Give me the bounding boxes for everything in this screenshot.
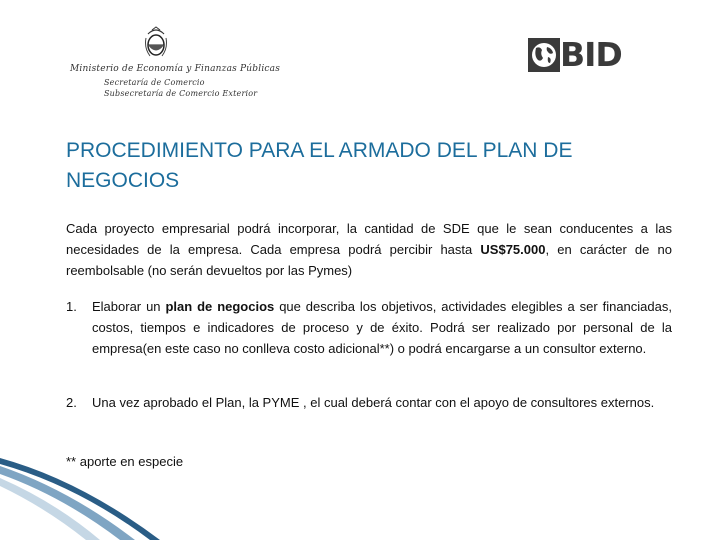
- list-text-post: que describa los objetivos, actividades elegibles a ser financiadas, costos, tiempos e indicadores de proceso y de éxito. Podrá ser realizado por personal de la empresa(en este caso no conlleva costo adicional**) o podrá encargarse a un consultor externo.: [92, 299, 672, 356]
- subsecretariat-name: Subsecretaría de Comercio Exterior: [104, 89, 258, 98]
- amount-highlight: US$75.000: [480, 242, 546, 257]
- intro-text-end: , en carácter de no reembolsable (no serán devueltos por las Pymes): [66, 242, 672, 278]
- bid-logo: [528, 35, 626, 74]
- list-item-text: Una vez aprobado el Plan, la PYME , el cual deberá contar con el apoyo de consultores externos.: [92, 395, 655, 410]
- ministry-name: Ministerio de Economía y Finanzas Públicas: [70, 64, 281, 74]
- ministry-logo: [64, 26, 281, 104]
- secretariat-name: Secretaría de Comercio: [104, 78, 205, 87]
- page-title: PROCEDIMIENTO PARA EL ARMADO DEL PLAN DE NEGOCIOS: [66, 139, 573, 192]
- list-number: 2.: [66, 395, 77, 410]
- footnote: ** aporte en especie: [66, 454, 184, 469]
- list-text-bold: plan de negocios: [165, 299, 275, 314]
- list-item-text: [92, 296, 672, 359]
- globe-icon: [528, 38, 560, 72]
- intro-paragraph: [66, 218, 672, 281]
- list-number: 1.: [66, 299, 77, 314]
- intro-text: Cada proyecto empresarial podrá incorporar, la cantidad de SDE que le sean conducentes a las necesidades de la empresa. Cada empresa podrá percibir hasta: [66, 221, 672, 257]
- decorative-swoosh: [0, 450, 300, 540]
- list-item: [66, 296, 672, 359]
- list-item: [66, 392, 672, 413]
- bid-logo-text: BID: [560, 35, 622, 74]
- list-text-pre: Elaborar un: [92, 299, 166, 314]
- coat-of-arms-icon: [144, 26, 168, 60]
